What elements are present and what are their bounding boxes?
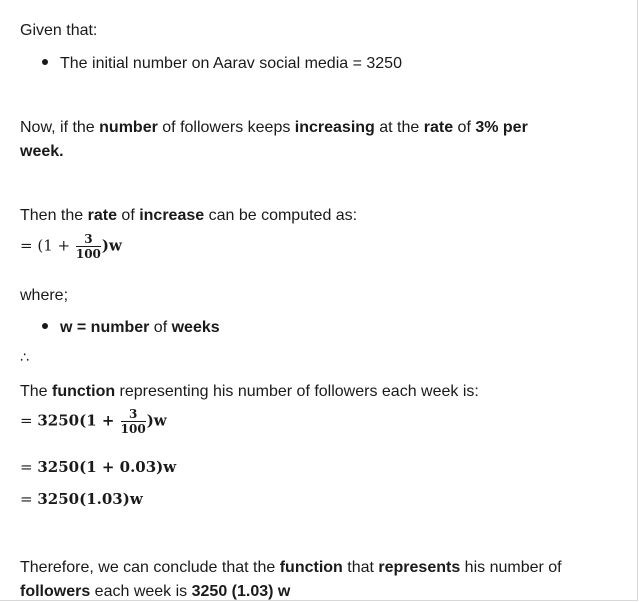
where-list-item: w = number of weeks [42,319,220,337]
therefore-symbol: ∴ [20,350,29,366]
bullet-icon [42,59,48,65]
conclusion-line-1: Therefore, we can conclude that the function that represents his number of [20,559,562,576]
fraction: $\frac{3}{100}$ [75,232,101,261]
bullet-icon [42,323,48,329]
paragraph-function: The function representing his number of followers each week is: [20,383,479,400]
paragraph-increase: Then the rate of increase can be computed as: [20,207,358,224]
paragraph-rate-cont: week. [20,143,64,160]
given-title: Given that: [20,22,98,39]
paragraph-rate: Now, if the number of followers keeps increasing at the rate of 3% per [20,119,528,136]
fraction: $\frac{3}{100}$ [120,407,146,436]
equation-rate: = (1 + $\frac{3}{100}$ )w [20,232,122,261]
equation-step-3: = 3250(1.03)w [20,490,143,508]
equation-step-2: = 3250(1 + 0.03)w [20,458,177,476]
given-list-item: The initial number on Aarav social media = 3250 [42,55,402,73]
equation-function: = 3250(1 + $\frac{3}{100}$ )w [20,407,167,436]
conclusion-line-2: followers each week is 3250 (1.03) w [20,583,291,600]
where-label: where; [20,287,69,304]
